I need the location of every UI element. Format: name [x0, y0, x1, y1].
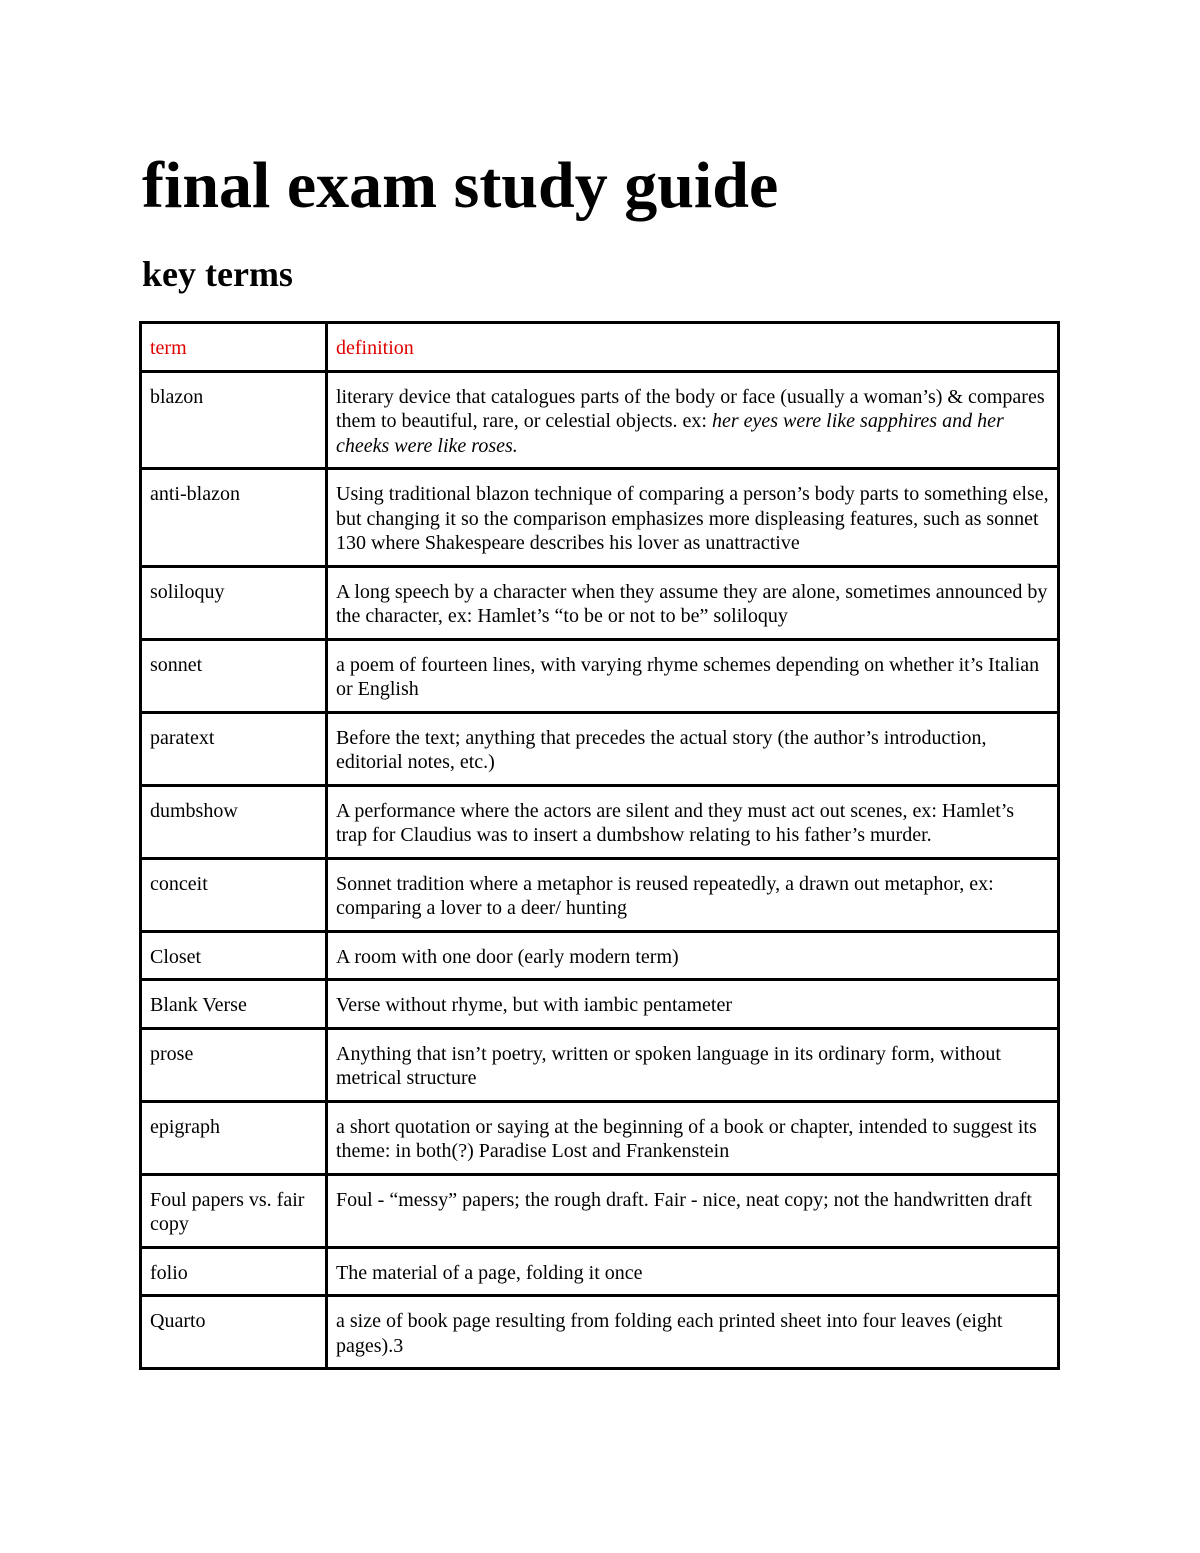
definition-cell: Before the text; anything that precedes the actual story (the author’s introduction, editorial notes, etc.)	[327, 712, 1059, 785]
definition-cell: A room with one door (early modern term)	[327, 931, 1059, 980]
term-cell: sonnet	[141, 639, 327, 712]
definition-cell: Sonnet tradition where a metaphor is reused repeatedly, a drawn out metaphor, ex: comparing a lover to a deer/ hunting	[327, 858, 1059, 931]
term-cell: Quarto	[141, 1296, 327, 1369]
table-row	[141, 712, 1059, 785]
table-row	[141, 566, 1059, 639]
definition-example: her eyes were like sapphires and her cheeks were like roses	[336, 410, 1004, 457]
table-header-row	[141, 323, 1059, 372]
table-row	[141, 1247, 1059, 1296]
term-cell: anti-blazon	[141, 469, 327, 567]
term-cell: Blank Verse	[141, 980, 327, 1029]
table-row	[141, 980, 1059, 1029]
table-row	[141, 371, 1059, 469]
term-cell: dumbshow	[141, 785, 327, 858]
term-cell: folio	[141, 1247, 327, 1296]
definition-cell: Verse without rhyme, but with iambic pentameter	[327, 980, 1059, 1029]
term-cell: Foul papers vs. fair copy	[141, 1174, 327, 1247]
definition-cell: Foul - “messy” papers; the rough draft. Fair - nice, neat copy; not the handwritten draft	[327, 1174, 1059, 1247]
term-cell: Closet	[141, 931, 327, 980]
term-cell: paratext	[141, 712, 327, 785]
term-cell: prose	[141, 1028, 327, 1101]
definition-cell: The material of a page, folding it once	[327, 1247, 1059, 1296]
key-terms-table	[139, 321, 1060, 1370]
table-row	[141, 1028, 1059, 1101]
term-cell: epigraph	[141, 1101, 327, 1174]
definition-cell: A long speech by a character when they assume they are alone, sometimes announced by the character, ex: Hamlet’s “to be or not to be” soliloquy	[327, 566, 1059, 639]
definition-text: literary device that catalogues parts of the body or face (usually a woman’s) & compares them to beautiful, rare, or celestial objects. ex:	[336, 385, 1045, 432]
definition-cell: Using traditional blazon technique of comparing a person’s body parts to something else, but changing it so the comparison emphasizes more displeasing features, such as sonnet 130 where Shakespeare describes his lover as unattractive	[327, 469, 1059, 567]
section-heading: key terms	[142, 254, 293, 294]
term-cell: conceit	[141, 858, 327, 931]
term-cell: soliloquy	[141, 566, 327, 639]
table-row	[141, 639, 1059, 712]
definition-cell: Anything that isn’t poetry, written or spoken language in its ordinary form, without metrical structure	[327, 1028, 1059, 1101]
definition-cell: a poem of fourteen lines, with varying rhyme schemes depending on whether it’s Italian or English	[327, 639, 1059, 712]
page-title: final exam study guide	[142, 149, 779, 222]
table-row	[141, 785, 1059, 858]
table-row	[141, 1296, 1059, 1369]
term-cell: blazon	[141, 371, 327, 469]
definition-cell	[327, 371, 1059, 469]
definition-cell: a size of book page resulting from folding each printed sheet into four leaves (eight pages).3	[327, 1296, 1059, 1369]
definition-end: .	[512, 434, 518, 457]
table-row	[141, 931, 1059, 980]
header-term: term	[141, 323, 327, 372]
definition-cell: A performance where the actors are silent and they must act out scenes, ex: Hamlet’s trap for Claudius was to insert a dumbshow relating to his father’s murder.	[327, 785, 1059, 858]
definition-cell: a short quotation or saying at the beginning of a book or chapter, intended to suggest its theme: in both(?) Paradise Lost and Frankenstein	[327, 1101, 1059, 1174]
table-row	[141, 1174, 1059, 1247]
table-row	[141, 469, 1059, 567]
header-definition: definition	[327, 323, 1059, 372]
table-row	[141, 858, 1059, 931]
table-row	[141, 1101, 1059, 1174]
